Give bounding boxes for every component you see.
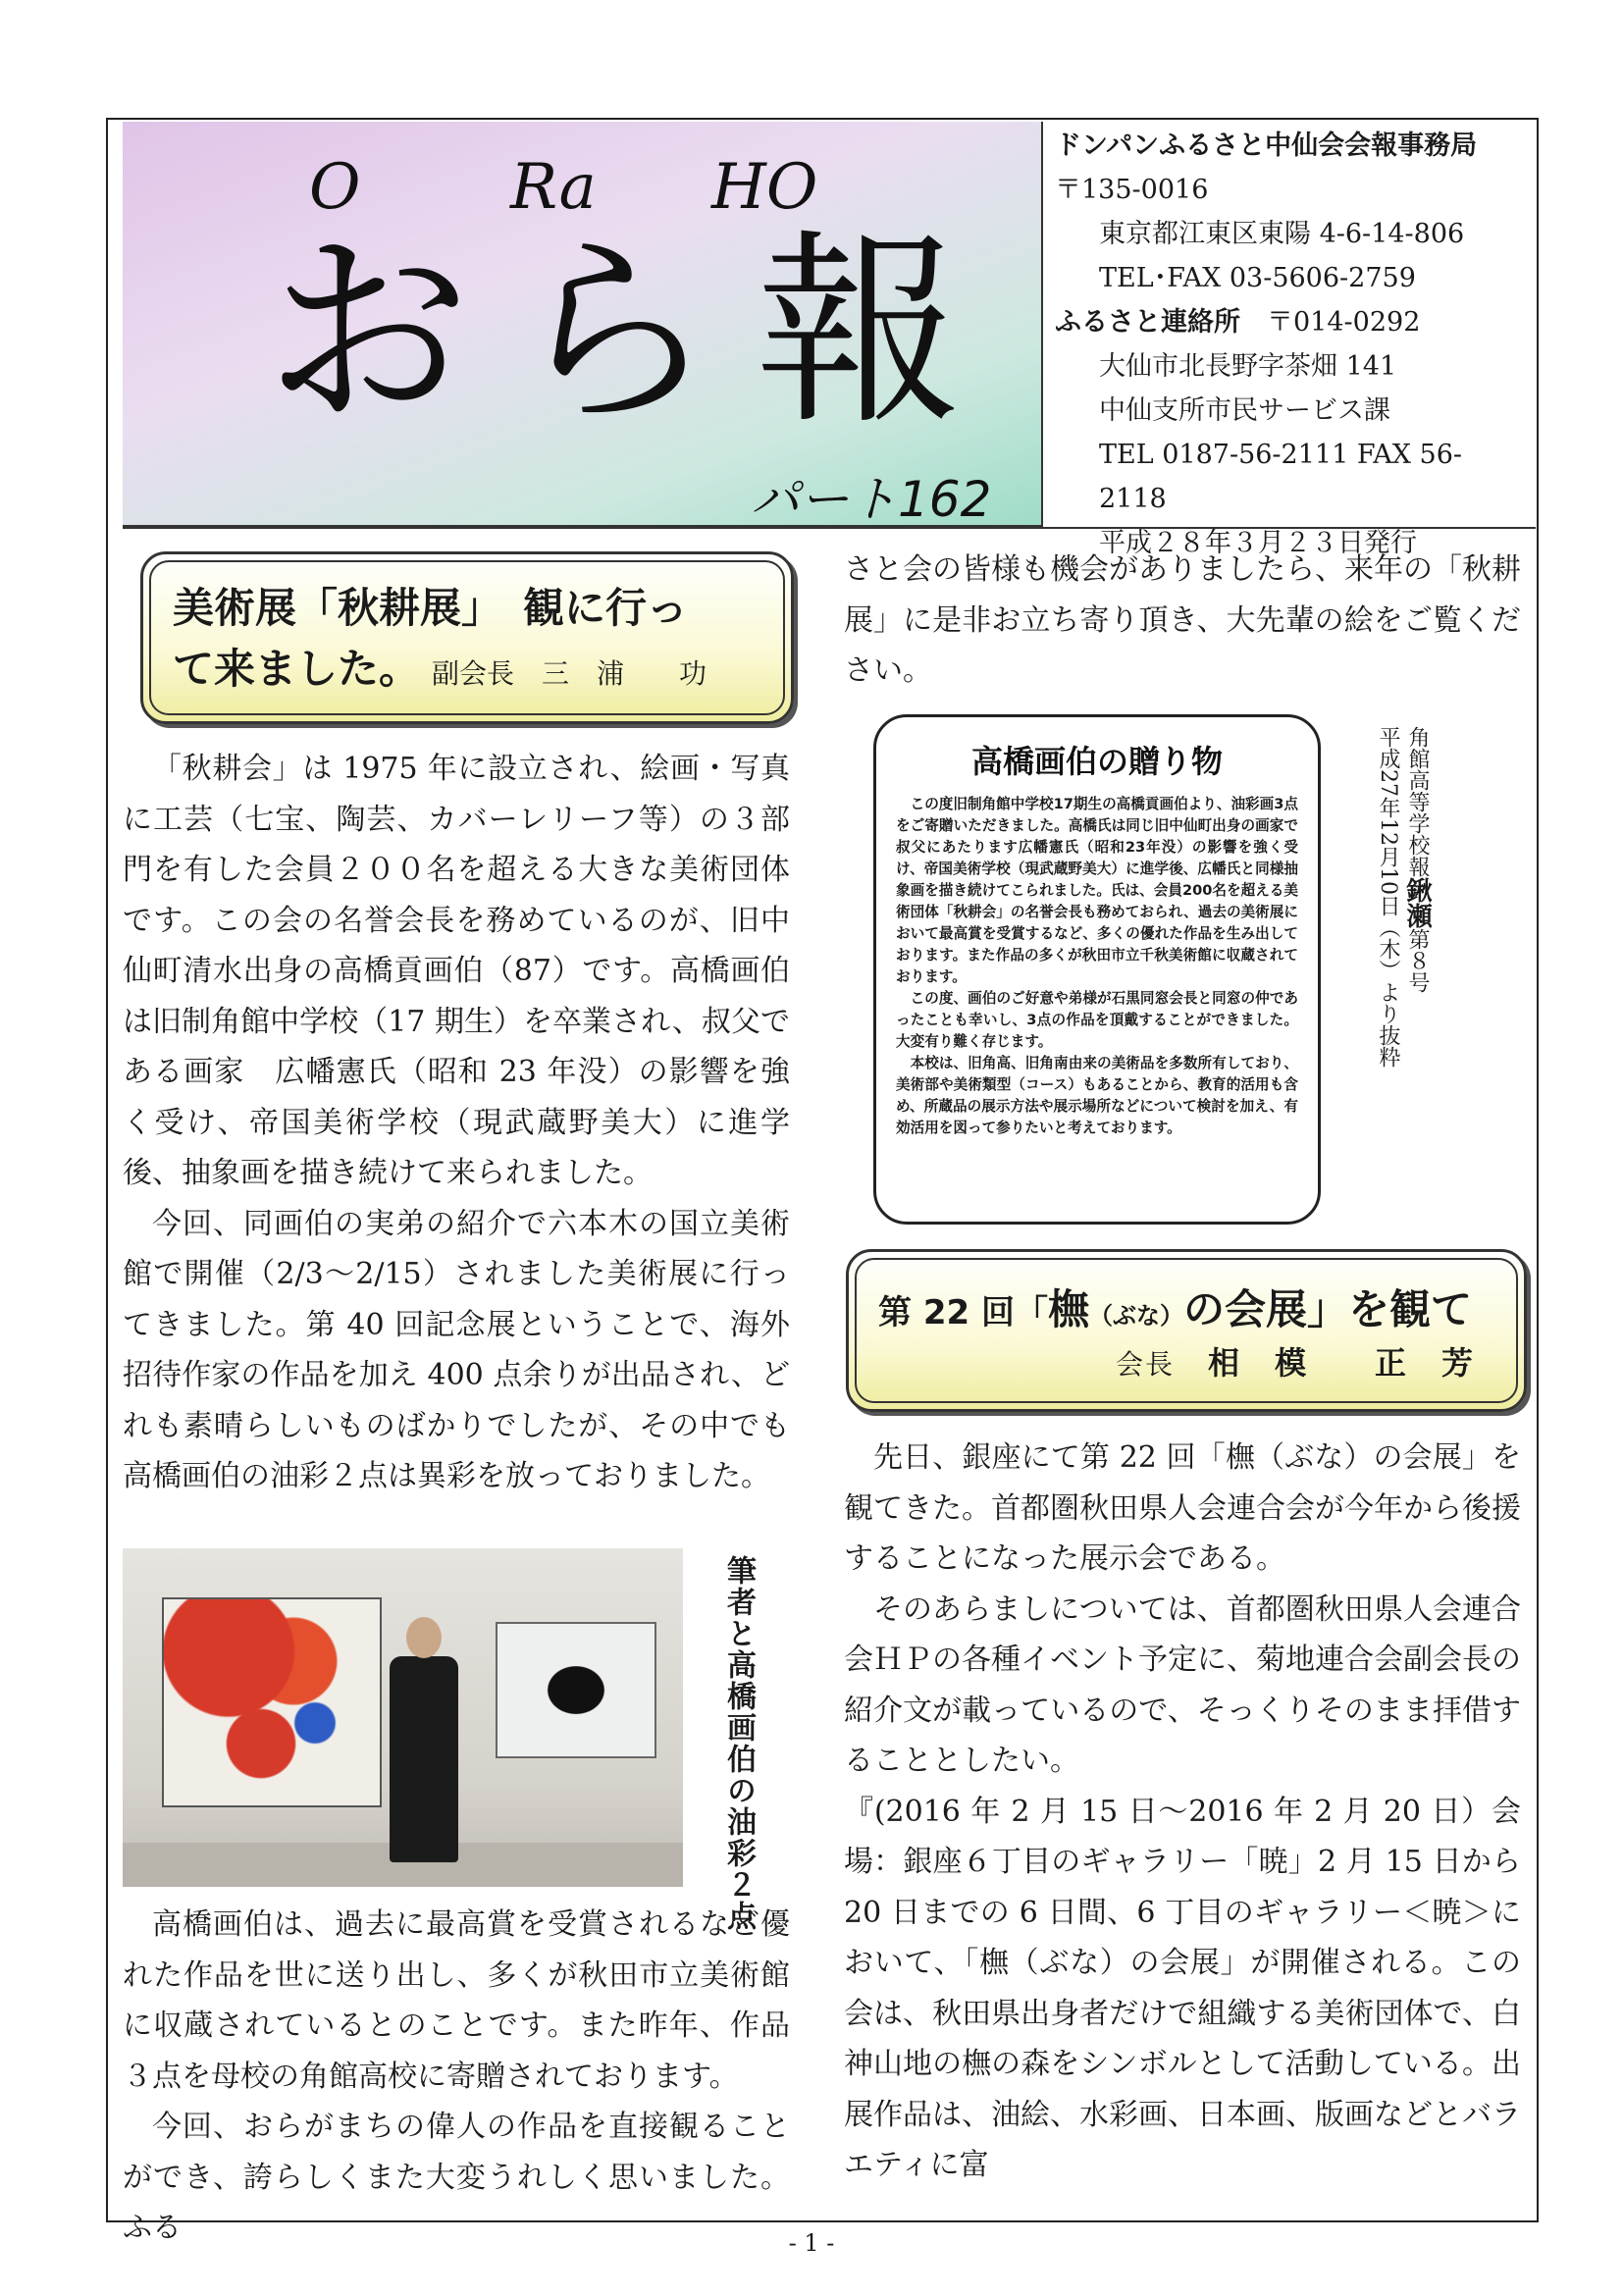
article2-paragraph: そのあらましについては、首都圏秋田県人会連合会ＨＰの各種イベント予定に、菊地連合会副会長の紹介文が載っているので、そっくりそのまま拝借することとしたい。 <box>844 1592 1521 1778</box>
notice-paragraph: この度、画伯のご好意や弟様が石黒同窓会長と同窓の仲であったことも幸いし、3点の作品を頂戴することができました。大変有り難く存じます。 <box>896 990 1298 1050</box>
article1-paragraph: 今回、同画伯の実弟の紹介で六本木の国立美術館で開催（2/3〜2/15）されました美術展に行ってきました。第 40 回記念展ということで、海外招待作家の作品を加え 400 点余りが出品され、どれも素晴らしいものばかりでしたが、その中でも高橋画伯の油彩２点は異彩を放っておりました。 <box>123 1206 790 1493</box>
contact-label: ふるさと連絡所 <box>1055 307 1240 338</box>
contact-postal: 〒014-0292 <box>1267 307 1421 338</box>
article2-title <box>878 1278 1472 1336</box>
issue-part: パート162 <box>751 471 992 528</box>
page-number: - 1 - <box>788 2229 835 2257</box>
contact-tel: TEL 0187-56-2111 FAX 56-2118 <box>1099 440 1463 514</box>
photo-painting-red <box>162 1597 382 1807</box>
article1-body-lower <box>123 1900 790 2254</box>
school-notice-box <box>873 714 1321 1225</box>
article1-body-upper <box>123 744 790 1502</box>
article1-paragraph: 高橋画伯は、過去に最高賞を受賞されるなど優れた作品を世に送り出し、多くが秋田市立美術館に収蔵されているとのことです。また昨年、作品３点を母校の角館高校に寄贈されております。 <box>123 1907 790 2094</box>
office-address: 東京都江東区東陽 4-6-14-806 <box>1099 219 1465 249</box>
office-info <box>1055 124 1526 565</box>
notice-source-line2: 平成27年12月10日（木）より抜粋 <box>1376 726 1400 1068</box>
photo-person-head <box>406 1617 442 1658</box>
masthead <box>123 122 1043 527</box>
article1-title-box <box>140 551 794 724</box>
newsletter-title: おら報 <box>265 212 1002 452</box>
contact-row <box>1055 300 1526 344</box>
article2-title-kanji: 橅 <box>1048 1285 1090 1333</box>
article1-title-line1: 美術展「秋耕展」 観に行っ <box>173 584 689 632</box>
notice-body <box>896 794 1298 1139</box>
article2-byline-role: 会長 <box>1115 1348 1175 1381</box>
article2-byline-name: 相 模 正 芳 <box>1207 1344 1475 1382</box>
header-divider <box>123 527 1536 529</box>
source-name: 鍬瀬 <box>1402 877 1432 928</box>
article1-paragraph: 今回、おらがまちの偉人の作品を直接観ることができ、誇らしくまた大変うれしく思いました。ふる <box>123 2110 790 2245</box>
notice-paragraph: 本校は、旧角高、旧角南由来の美術品を多数所有しており、美術部や美術類型（コース）もあることから、教育的活用も含め、所蔵品の展示方法や展示場所などについて検討を加え、有効活用を図って参りたいと考えております。 <box>896 1055 1298 1136</box>
article2-byline <box>1116 1338 1475 1383</box>
article1-title-line2: て来ました。 <box>173 645 421 693</box>
issue-date: 平成２８年３月２３日発行 <box>1099 528 1417 558</box>
article2-paragraph: 『(2016 年 2 月 15 日〜2016 年 2 月 20 日）会場：銀座６丁目のギャラリー「暁」2 月 15 日から 20 日までの 6 日間、6 丁目のギャラリー＜暁＞において、「橅（ぶな）の会展」が開催される。この会は、秋田県出身者だけで組織する美術団体で、白神山地の橅の森をシンボルとして活動している。出展作品は、油絵、水彩画、日本画、版画などとバラエティに富 <box>844 1794 1521 2182</box>
office-telfax: TEL･FAX 03-5606-2759 <box>1099 263 1416 293</box>
photo-person-body <box>390 1656 458 1862</box>
article2-paragraph: 先日、銀座にて第 22 回「橅（ぶな）の会展」を観てきた。首都圏秋田県人会連合会が今年から後援することになった展示会である。 <box>844 1440 1521 1576</box>
notice-source-line1 <box>1403 726 1431 993</box>
notice-paragraph: この度旧制角館中学校17期生の高橋貢画伯より、油彩画3点をご寄贈いただきました。高橋氏は同じ旧中仙町出身の画家で叔父にあたります広幡憲氏（昭和23年没）の影響を強く受け、帝国美術学校（現武蔵野美大）に進学後、広幡氏と同様抽象画を描き続けてこられました。氏は、会員200名を超える美術団体「秋耕会」の名誉会長も務めておられ、過去の美術展において最高賞を受賞するなど、多くの優れた作品を生み出しております。また作品の多くが秋田市立千秋美術館に収蔵されております。 <box>896 796 1298 985</box>
notice-title: 高橋画伯の贈り物 <box>970 743 1223 780</box>
roman-ho: HO <box>711 151 818 224</box>
office-name: ドンパンふるさと中仙会会報事務局 <box>1055 130 1478 161</box>
photo-person <box>390 1617 458 1862</box>
photo-author-with-paintings <box>123 1548 683 1887</box>
article1-continuation <box>844 545 1521 697</box>
article2-body <box>844 1433 1521 2191</box>
article2-title-box <box>846 1249 1527 1412</box>
source-school: 角館高等学校報 <box>1405 726 1430 877</box>
photo-painting-black <box>496 1622 656 1758</box>
contact-address: 大仙市北長野字茶畑 141 <box>1099 351 1397 382</box>
contact-dept: 中仙支所市民サービス課 <box>1099 395 1390 426</box>
article2-title-reading: （ぶな） <box>1089 1302 1184 1330</box>
article1-paragraph: さと会の皆様も機会がありましたら、来年の「秋耕展」に是非お立ち寄り頂き、大先輩の絵をご覧ください。 <box>844 552 1521 688</box>
article1-paragraph: 「秋耕会」は 1975 年に設立され、絵画・写真に工芸（七宝、陶芸、カバーレリーフ等）の３部門を有した会員２００名を超える大きな美術団体です。この会の名誉会長を務めているのが、旧中仙町清水出身の高橋貢画伯（87）です。高橋画伯は旧制角館中学校（17 期生）を卒業され、叔父である画家 広幡憲氏（昭和 23 年没）の影響を強く受け、帝国美術学校（現武蔵野美大）に進学後、抽象画を描き続けて来られました。 <box>123 752 790 1190</box>
article2-title-suffix: の会展」を観て <box>1183 1285 1473 1333</box>
photo-caption: 筆者と高橋画伯の油彩２点 <box>721 1555 756 1932</box>
article1-byline: 副会長 三 浦 功 <box>432 657 707 690</box>
roman-o: O <box>309 151 361 224</box>
article2-title-prefix: 第 22 回「 <box>878 1293 1048 1332</box>
source-issue: 第８号 <box>1405 928 1430 993</box>
roman-ra: Ra <box>510 151 597 224</box>
article1-title-line2-row <box>173 637 707 696</box>
office-postal: 〒135-0016 <box>1055 175 1209 205</box>
